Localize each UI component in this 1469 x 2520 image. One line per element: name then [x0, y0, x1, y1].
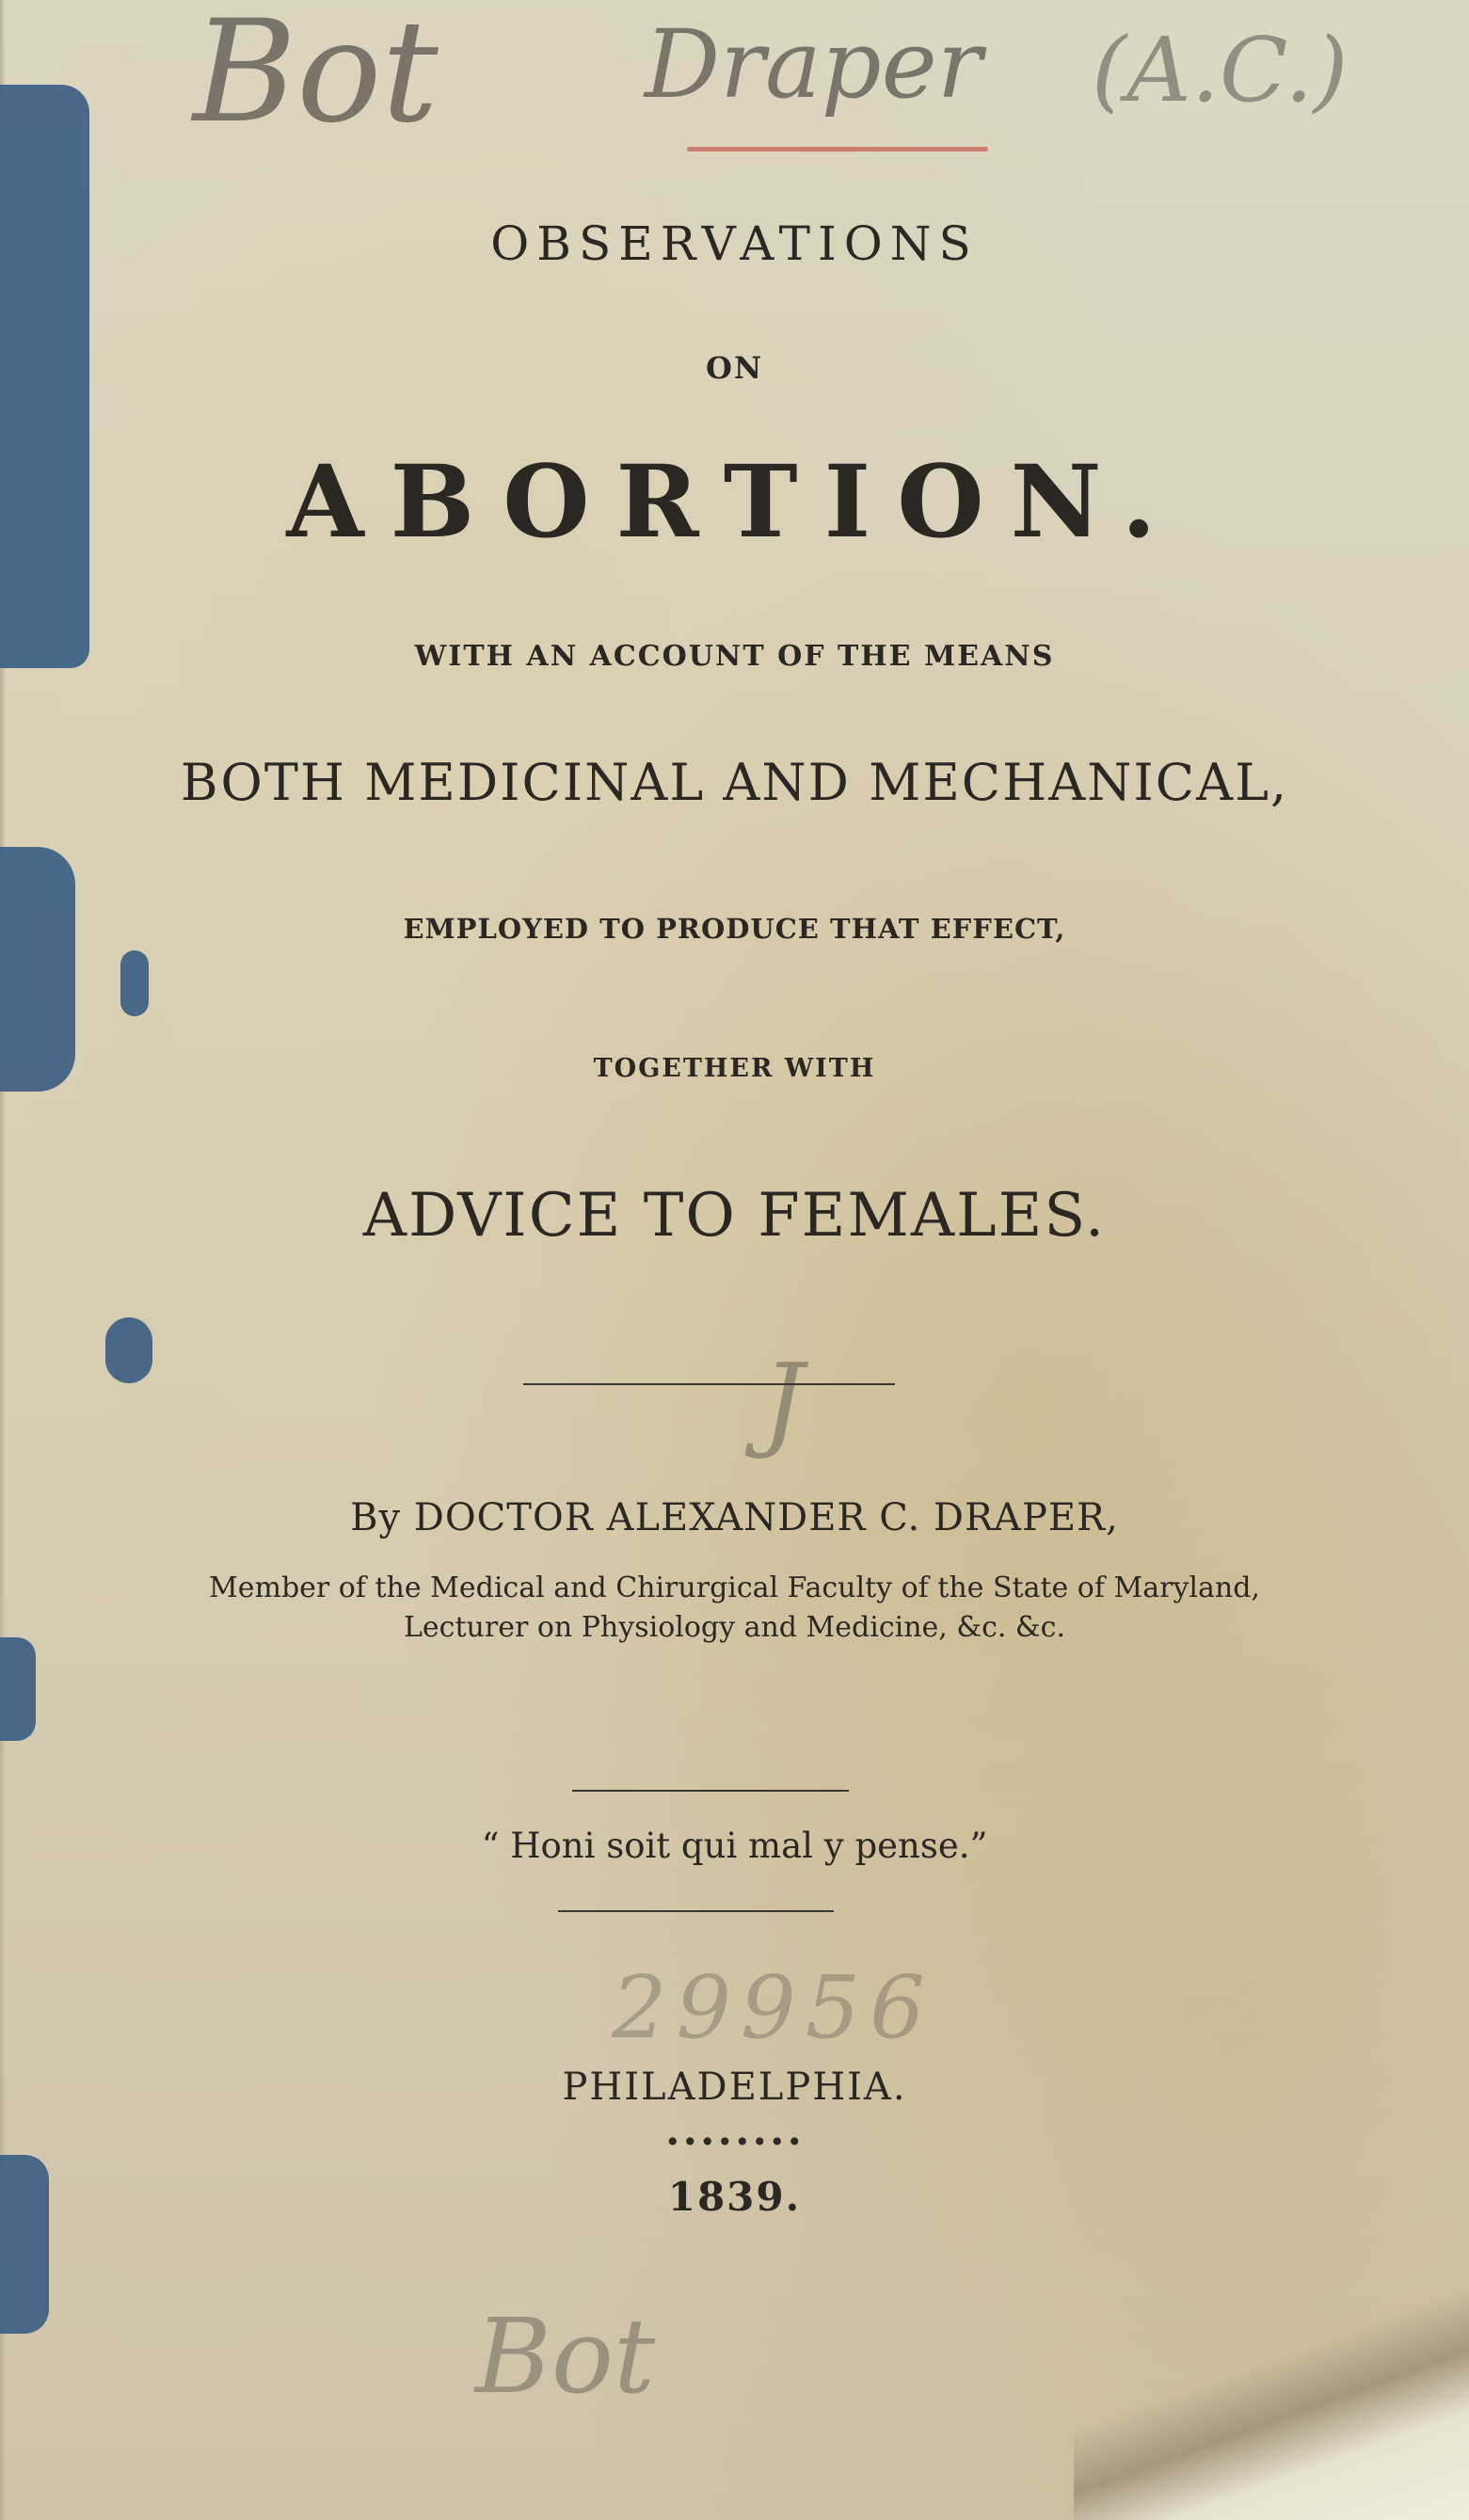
handwritten-author-name: Draper	[645, 9, 982, 120]
subtitle-line-2: BOTH MEDICINAL AND MECHANICAL,	[180, 753, 1289, 812]
author-credential-2: Lecturer on Physiology and Medicine, &c. &c.	[404, 1611, 1065, 1644]
handwritten-author-initials: (A.C.)	[1092, 19, 1349, 122]
handwritten-check-mark: J	[762, 1341, 805, 1461]
imprint-place: PHILADELPHIA.	[562, 2065, 907, 2109]
subtitle-line-3: EMPLOYED TO PRODUCE THAT EFFECT,	[403, 913, 1066, 945]
divider-rule	[558, 1910, 834, 1912]
subtitle-line-1: WITH AN ACCOUNT OF THE MEANS	[414, 640, 1055, 673]
subtitle-line-5: ADVICE TO FEMALES.	[362, 1181, 1107, 1251]
handwritten-accession-number: 29956	[612, 1957, 934, 2058]
divider-rule	[572, 1790, 849, 1792]
red-underline	[687, 147, 988, 152]
title-line-on: ON	[705, 350, 764, 386]
binding-remnant	[0, 1637, 36, 1741]
imprint-year: 1839.	[667, 2174, 802, 2220]
author-credential-1: Member of the Medical and Chirurgical Faculty of the State of Maryland,	[209, 1571, 1260, 1604]
binding-remnant	[105, 1317, 152, 1383]
author-byline: By DOCTOR ALEXANDER C. DRAPER,	[350, 1496, 1119, 1539]
subtitle-line-4: TOGETHER WITH	[593, 1054, 876, 1083]
motto: “ Honi soit qui mal y pense.”	[481, 1826, 988, 1866]
imprint-separator: ••••••••	[664, 2127, 805, 2158]
handwritten-shelfmark: Bot	[193, 0, 439, 154]
folded-corner	[1074, 2238, 1469, 2520]
divider-rule	[523, 1383, 895, 1385]
title-line-observations: OBSERVATIONS	[490, 216, 979, 271]
handwritten-shelfmark-bottom: Bot	[475, 2296, 656, 2416]
main-title: ABORTION.	[286, 442, 1183, 560]
binding-remnant	[120, 950, 149, 1016]
